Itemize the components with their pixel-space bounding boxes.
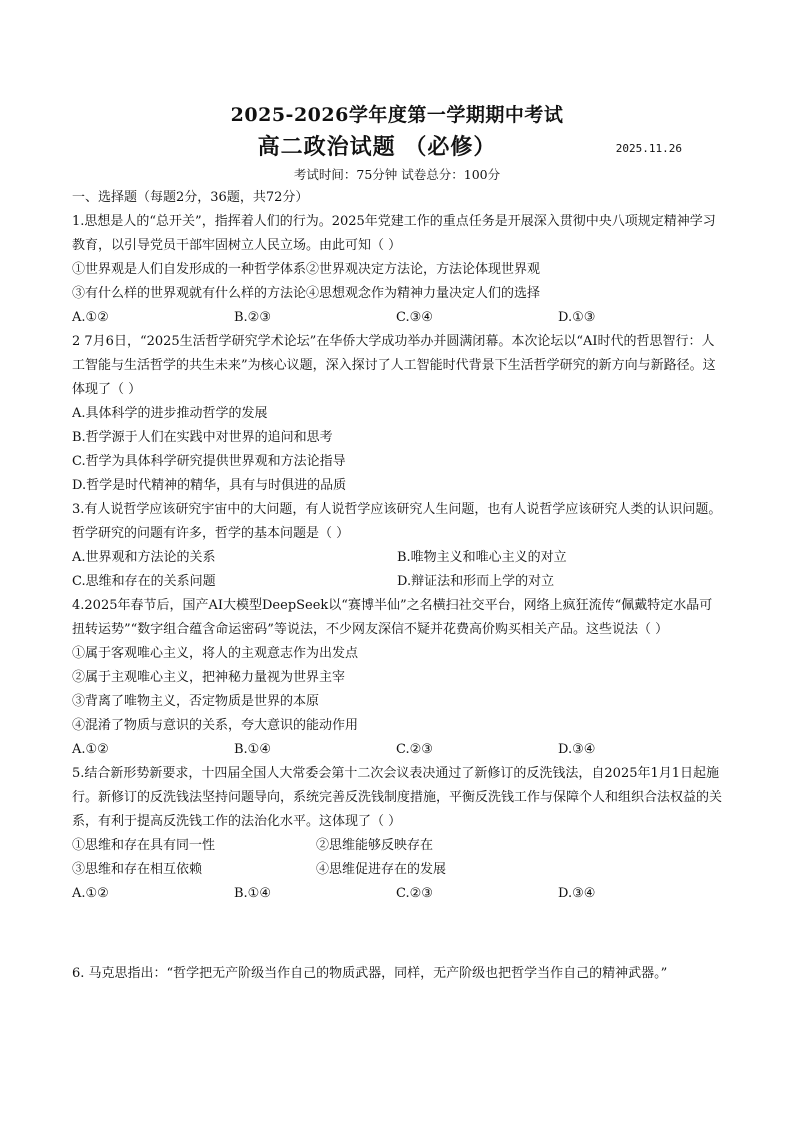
q6-stem: 6. 马克思指出：“哲学把无产阶级当作自己的物质武器，同样，无产阶级也把哲学当作自己的精神武器。”	[72, 966, 668, 981]
option-a: A.具体科学的进步推动哲学的发展	[72, 406, 268, 421]
option-c: C.②③	[396, 886, 433, 901]
q4-options	[72, 738, 722, 762]
subject-title: 高二政治试题 （必修）	[257, 134, 497, 160]
q4-statement: ③背离了唯物主义，否定物质是世界的本原	[72, 694, 320, 709]
option-d: D.③④	[558, 742, 596, 757]
option-c: C.思维和存在的关系问题	[72, 574, 216, 589]
option-c: C.②③	[396, 742, 433, 757]
option-d: D.辩证法和形而上学的对立	[397, 574, 555, 589]
q5-statement: ④思维促进存在的发展	[316, 862, 447, 877]
exam-date: 2025.11.26	[615, 142, 682, 155]
q5-statement: ③思维和存在相互依赖	[72, 862, 203, 877]
q2-stem: 2 7月6日，“2025生活哲学研究学术论坛”在华侨大学成功举办并圆满闭幕。本次论坛以“AI时代的哲思智行：人工智能与生活哲学的共生未来”为核心议题，深入探讨了人工智能时代背景下生活哲学研究的新方向与新路径。这体现了（ ）	[72, 334, 716, 397]
option-b: B.①④	[234, 886, 271, 901]
q5-options	[72, 882, 722, 906]
q1-statement: ①世界观是人们自发形成的一种哲学体系②世界观决定方法论，方法论体现世界观	[72, 262, 541, 277]
exam-meta: 考试时间：75分钟 试卷总分：100分	[293, 167, 501, 182]
q3-stem: 3.有人说哲学应该研究宇宙中的大问题，有人说哲学应该研究人生问题，也有人说哲学应该研究人类的认识问题。哲学研究的问题有许多，哲学的基本问题是（ ）	[72, 502, 722, 541]
q3-options-row2	[72, 570, 722, 594]
option-c: C.③④	[396, 310, 433, 325]
q4-statement: ④混淆了物质与意识的关系，夸大意识的能动作用	[72, 718, 359, 733]
option-d: D.①③	[558, 310, 596, 325]
option-a: A.①②	[72, 742, 109, 757]
option-b: B.①④	[234, 742, 271, 757]
spacer	[72, 906, 722, 962]
q4-statement: ②属于主观唯心主义，把神秘力量视为世界主宰	[72, 670, 346, 685]
option-a: A.世界观和方法论的关系	[72, 550, 216, 565]
option-c: C.哲学为具体科学研究提供世界观和方法论指导	[72, 454, 346, 469]
option-b: B.②③	[234, 310, 271, 325]
q5-statements-row1	[72, 834, 722, 858]
option-d: D.哲学是时代精神的精华，具有与时俱进的品质	[72, 478, 347, 493]
q1-stem: 1.思想是人的“总开关”，指挥着人们的行为。2025年党建工作的重点任务是开展深入贯彻中央八项规定精神学习教育，以引导党员干部牢固树立人民立场。由此可知（ ）	[72, 214, 716, 253]
q1-statement: ③有什么样的世界观就有什么样的方法论④思想观念作为精神力量决定人们的选择	[72, 286, 541, 301]
exam-title: 2025-2026学年度第一学期期中考试	[230, 104, 564, 126]
option-b: B.唯物主义和唯心主义的对立	[397, 550, 567, 565]
option-b: B.哲学源于人们在实践中对世界的追问和思考	[72, 430, 333, 445]
option-a: A.①②	[72, 886, 109, 901]
q5-stem: 5.结合新形势新要求，十四届全国人大常委会第十二次会议表决通过了新修订的反洗钱法，自2025年1月1日起施行。新修订的反洗钱法坚持问题导向，系统完善反洗钱制度措施，平衡反洗钱工作与保障个人和组织合法权益的关系，有利于提高反洗钱工作的法治化水平。这体现了（ ）	[72, 766, 723, 829]
q4-stem: 4.2025年春节后，国产AI大模型DeepSeek以“赛博半仙”之名横扫社交平台，网络上疯狂流传“佩戴特定水晶可扭转运势”“数字组合蕴含命运密码”等说法，不少网友深信不疑并花费高价购买相关产品。这些说法（ ）	[72, 598, 713, 637]
option-d: D.③④	[558, 886, 596, 901]
q3-options-row1	[72, 546, 722, 570]
exam-page	[72, 100, 722, 986]
option-a: A.①②	[72, 310, 109, 325]
q1-options	[72, 306, 722, 330]
subject-row	[72, 130, 722, 164]
q4-statement: ①属于客观唯心主义，将人的主观意志作为出发点	[72, 646, 359, 661]
q5-statement: ②思维能够反映存在	[316, 838, 434, 853]
q5-statement: ①思维和存在具有同一性	[72, 838, 216, 853]
q5-statements-row2	[72, 858, 722, 882]
section-heading: 一、选择题（每题2分，36题，共72分）	[72, 190, 309, 205]
